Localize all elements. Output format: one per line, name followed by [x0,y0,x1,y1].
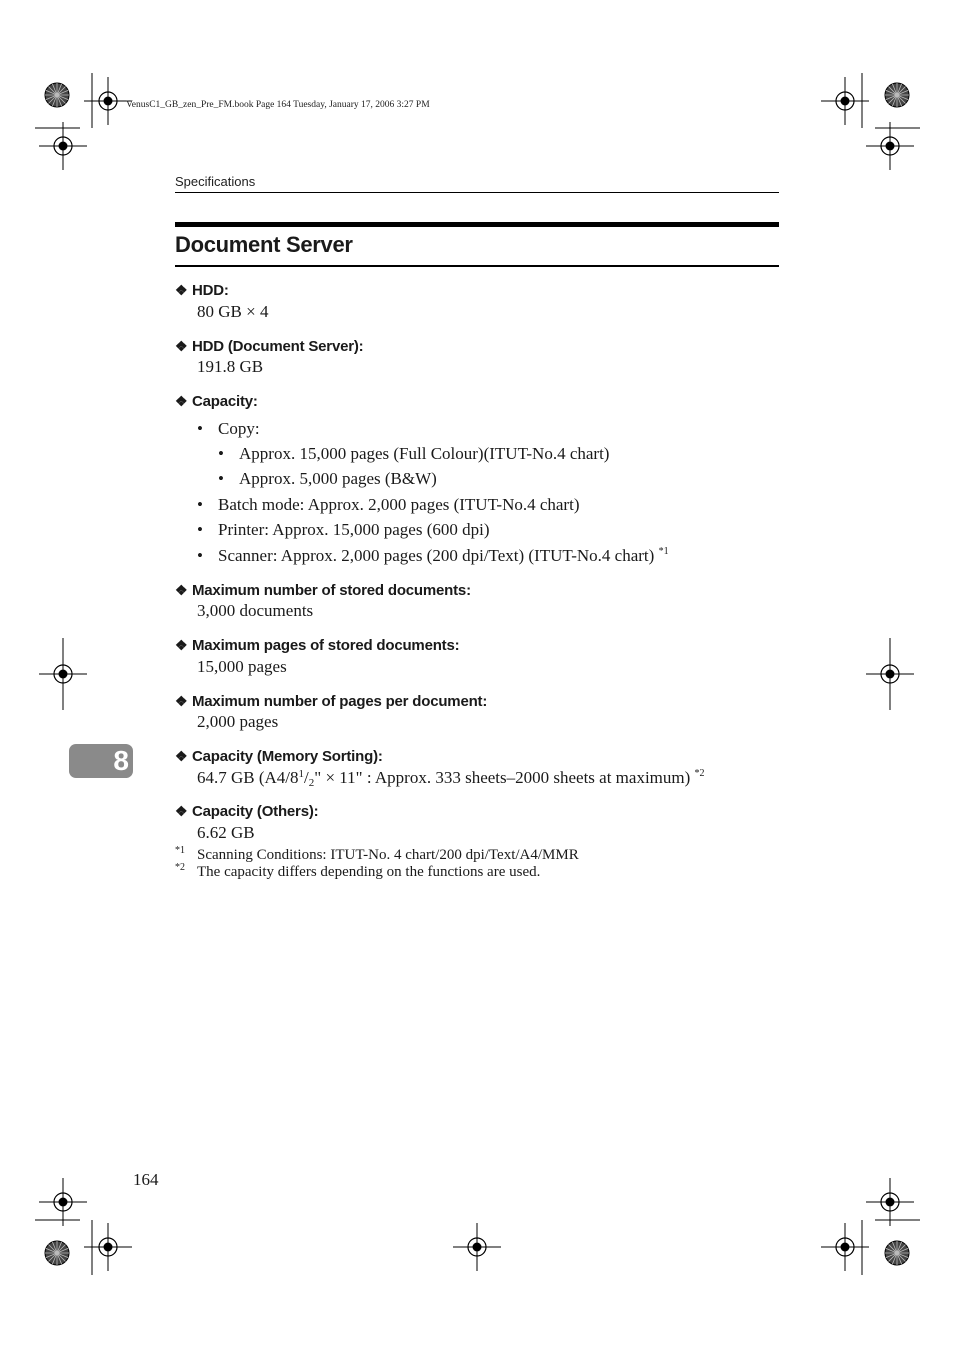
spec-heading-hdd: ❖ HDD: [175,282,229,299]
page-number: 164 [133,1170,159,1189]
bullet-printer: • Printer: Approx. 15,000 pages (600 dpi) [197,520,490,539]
spec-heading-capacity-others: ❖ Capacity (Others): [175,803,319,820]
spec-value-max-stored-documents: 3,000 documents [197,601,314,620]
running-head: Specifications [175,174,256,189]
spec-value-max-pages-stored: 15,000 pages [197,657,287,676]
diamond-icon: ❖ [175,637,188,653]
diamond-icon: ❖ [175,393,188,409]
diamond-icon: ❖ [175,282,188,298]
footnote-ref: *2 [694,768,705,779]
corner-top-right [821,73,920,170]
corner-top-left [35,73,132,170]
corner-bottom-right [821,1178,920,1275]
reg-mark-bottom-center [453,1223,501,1271]
footnote-1: *1 Scanning Conditions: ITUT-No. 4 chart/200 dpi/Text/A4/MMR [175,845,579,863]
spec-heading-max-stored-documents: ❖ Maximum number of stored documents: [175,582,471,599]
bullet-copy-bw: • Approx. 5,000 pages (B&W) [218,469,437,488]
chapter-number: 8 [113,745,129,776]
printer-info-line: VenusC1_GB_zen_Pre_FM.book Page 164 Tuesday, January 17, 2006 3:27 PM [126,100,430,110]
section-title: Document Server [175,232,353,257]
bullet-batch-mode: • Batch mode: Approx. 2,000 pages (ITUT-No.4 chart) [197,495,580,514]
spec-value-capacity-others: 6.62 GB [197,823,255,842]
footnote-ref: *1 [658,546,669,557]
bullet-copy-colour: • Approx. 15,000 pages (Full Colour)(ITUT-No.4 chart) [218,444,610,463]
bullet-copy: • Copy: [197,419,260,438]
corner-bottom-left [35,1178,132,1275]
footnote-2: *2 The capacity differs depending on the functions are used. [175,862,541,880]
spec-value-hdd: 80 GB × 4 [197,302,269,321]
spec-heading-capacity: ❖ Capacity: [175,393,258,410]
diamond-icon: ❖ [175,582,188,598]
spec-value-max-pages-per-document: 2,000 pages [197,712,279,731]
spec-heading-max-pages-stored: ❖ Maximum pages of stored documents: [175,637,460,654]
header-rule [175,192,779,193]
section-top-rule [175,222,779,227]
diamond-icon: ❖ [175,803,188,819]
spec-value-hdd-document-server: 191.8 GB [197,357,264,376]
diamond-icon: ❖ [175,748,188,764]
diamond-icon: ❖ [175,693,188,709]
section-bottom-rule [175,265,779,267]
spec-heading-max-pages-per-document: ❖ Maximum number of pages per document: [175,693,488,710]
spec-heading-memory-sorting: ❖ Capacity (Memory Sorting): [175,748,383,765]
diamond-icon: ❖ [175,338,188,354]
spec-value-memory-sorting: 64.7 GB ($A4/8^1/_2$" × 11" : Approx. 333 sheets–2000 sheets at maximum) $^{*2}$ [197,768,705,789]
spec-heading-hdd-document-server: ❖ HDD (Document Server): [175,338,364,355]
bullet-scanner: • Scanner: Approx. 2,000 pages (200 dpi/Text) (ITUT-No.4 chart) $^{*1}$ [197,546,669,565]
